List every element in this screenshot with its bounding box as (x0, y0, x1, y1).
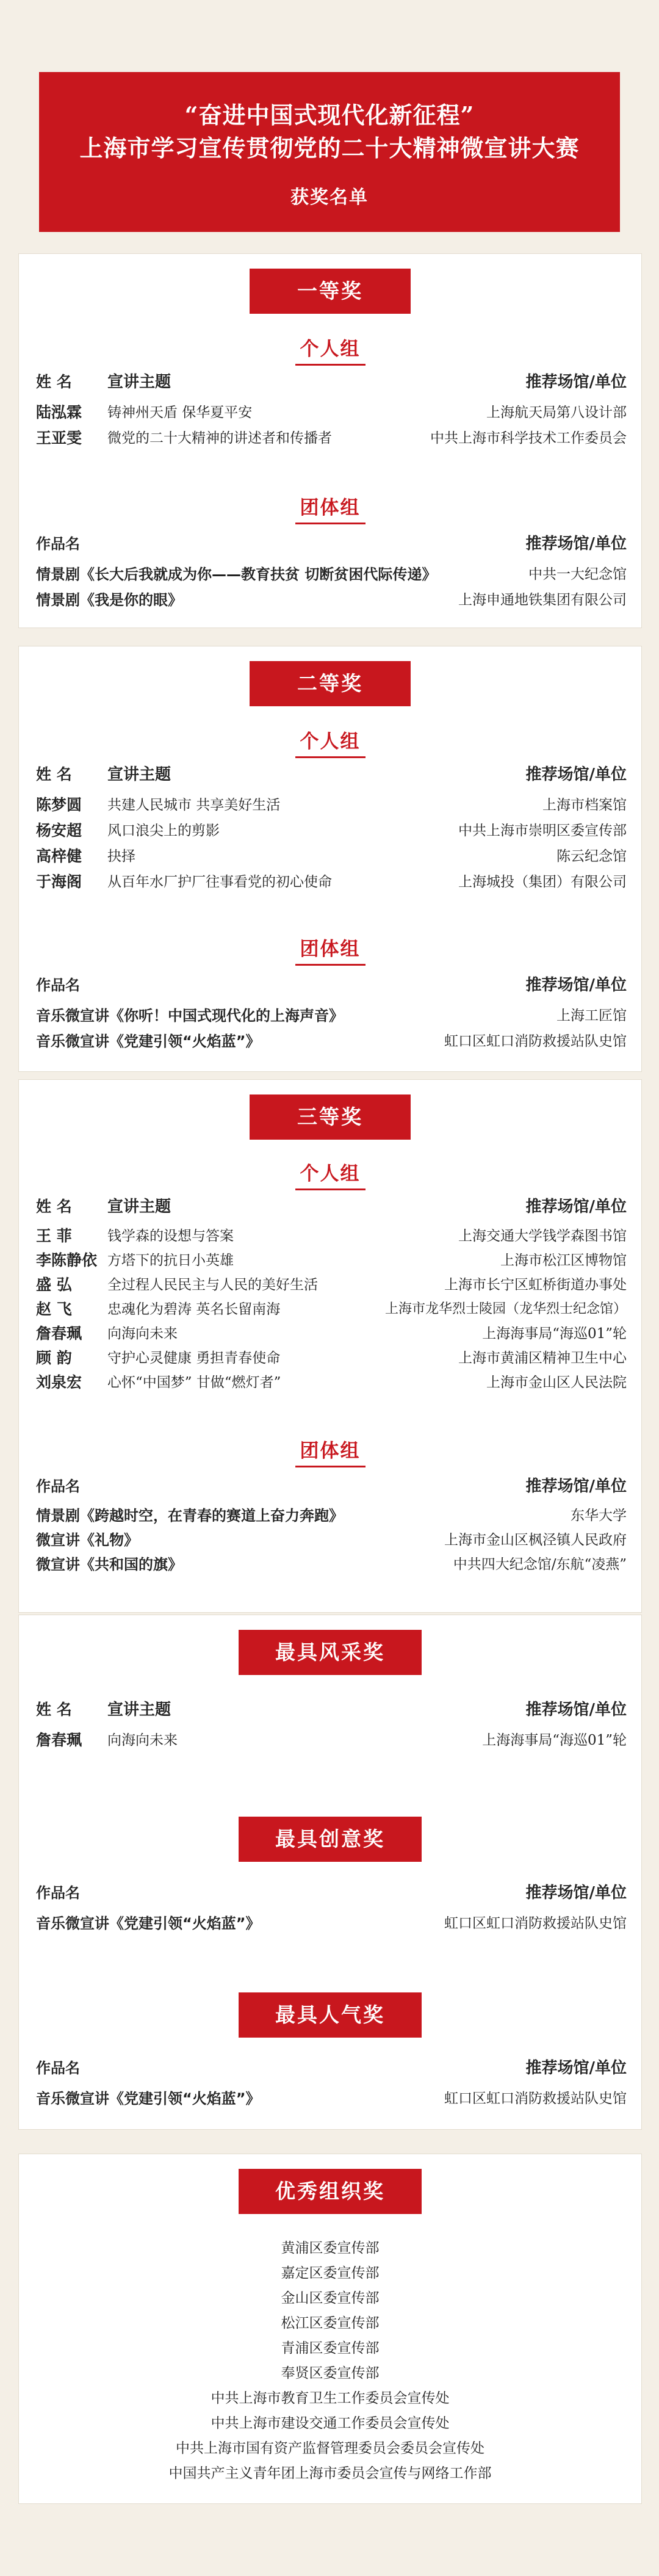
table-header (19, 370, 641, 394)
header-work: 作品名 (36, 1884, 80, 1901)
winner-name: 赵 飞 (36, 1300, 72, 1318)
table-row (19, 1029, 641, 1054)
work-venue: 上海市金山区枫泾镇人民政府 (444, 1532, 627, 1548)
title-banner (39, 72, 620, 232)
table-row (19, 1552, 641, 1577)
work-venue: 中共四大纪念馆/东航“凌燕” (453, 1557, 627, 1572)
group-title-team: 团体组 (19, 492, 641, 519)
table-row (19, 1322, 641, 1346)
org-item: 中共上海市教育卫生工作委员会宣传处 (211, 2390, 450, 2406)
table-row (19, 1273, 641, 1297)
table-row (19, 793, 641, 817)
table-header (19, 973, 641, 997)
header-venue: 推荐场馆/单位 (525, 535, 627, 553)
winner-topic: 守护心灵健康 勇担青春使命 (107, 1350, 281, 1366)
award-title-first: 一等奖 (250, 269, 411, 314)
table-row (19, 844, 641, 869)
winner-topic: 铸神州天盾 保华夏平安 (107, 405, 253, 421)
winner-venue: 上海海事局“海巡01”轮 (482, 1326, 627, 1342)
work-title: 音乐微宣讲《党建引领“火焰蓝”》 (36, 1915, 261, 1932)
table-row (19, 1370, 641, 1395)
header-topic: 宣讲主题 (107, 373, 171, 391)
winner-venue: 上海市金山区人民法院 (486, 1375, 627, 1391)
winner-venue: 上海航天局第八设计部 (486, 405, 627, 421)
banner-slogan: “奋进中国式现代化新征程” (184, 101, 475, 129)
header-work: 作品名 (36, 1478, 80, 1495)
table-row (19, 870, 641, 894)
winner-name: 李陈静依 (36, 1251, 98, 1269)
winner-venue: 上海市龙华烈士陵园（龙华烈士纪念馆） (384, 1301, 627, 1317)
header-venue: 推荐场馆/单位 (525, 1884, 627, 1902)
winner-topic: 钱学森的设想与答案 (107, 1228, 234, 1244)
winner-name: 詹春珮 (36, 1325, 82, 1342)
winner-name: 陆泓霖 (36, 403, 82, 421)
winner-name: 于海阁 (36, 873, 82, 891)
work-title: 音乐微宣讲《你听！中国式现代化的上海声音》 (36, 1007, 344, 1024)
table-header (19, 1698, 641, 1722)
header-venue: 推荐场馆/单位 (525, 976, 627, 994)
third-prize-card (18, 1079, 642, 1613)
work-venue: 东华大学 (571, 1508, 627, 1524)
work-title: 情景剧《跨越时空，在青春的赛道上奋力奔跑》 (36, 1507, 344, 1524)
award-title-most-popular: 最具人气奖 (239, 1992, 422, 2038)
winner-venue: 陈云纪念馆 (556, 848, 627, 864)
group-title-individual: 个人组 (19, 1158, 641, 1185)
winner-topic: 方塔下的抗日小英雄 (107, 1253, 234, 1268)
winner-topic: 向海向未来 (107, 1326, 178, 1342)
header-name: 姓 名 (36, 1701, 72, 1718)
award-title-second: 二等奖 (250, 661, 411, 706)
table-row (19, 1224, 641, 1248)
winner-topic: 风口浪尖上的剪影 (107, 823, 220, 839)
work-venue: 上海工匠馆 (556, 1008, 627, 1024)
winner-venue: 中共上海市崇明区委宣传部 (458, 823, 627, 839)
work-title: 微宣讲《共和国的旗》 (36, 1556, 182, 1573)
award-title-best-creative: 最具创意奖 (239, 1817, 422, 1862)
group-title-individual: 个人组 (19, 333, 641, 361)
winner-name: 顾 韵 (36, 1349, 72, 1367)
work-venue: 虹口区虹口消防救援站队史馆 (444, 1033, 627, 1049)
winner-venue: 上海市长宁区虹桥街道办事处 (444, 1277, 627, 1293)
work-venue: 中共一大纪念馆 (528, 566, 627, 582)
org-item: 嘉定区委宣传部 (281, 2265, 380, 2281)
work-venue: 虹口区虹口消防救援站队史馆 (444, 2091, 627, 2107)
work-title: 情景剧《长大后我就成为你——教育扶贫 切断贫困代际传递》 (36, 566, 437, 583)
org-item: 金山区委宣传部 (281, 2290, 380, 2306)
winner-topic: 从百年水厂护厂往事看党的初心使命 (107, 874, 332, 890)
banner-title: 上海市学习宣传贯彻党的二十大精神微宣讲大赛 (79, 134, 580, 162)
header-work: 作品名 (36, 535, 80, 552)
group-title-individual: 个人组 (19, 726, 641, 753)
org-item: 中共上海市国有资产监督管理委员会委员会宣传处 (176, 2440, 484, 2456)
header-name: 姓 名 (36, 765, 72, 783)
winner-name: 刘泉宏 (36, 1373, 82, 1391)
table-header (19, 762, 641, 787)
header-topic: 宣讲主题 (107, 1701, 171, 1719)
org-item: 青浦区委宣传部 (281, 2340, 380, 2356)
winner-topic: 共建人民城市 共享美好生活 (107, 797, 281, 813)
winner-venue: 中共上海市科学技术工作委员会 (430, 430, 627, 446)
winner-name: 杨安超 (36, 822, 82, 839)
table-row (19, 400, 641, 425)
second-prize-card (18, 646, 642, 1072)
winner-venue: 上海海事局“海巡01”轮 (482, 1732, 627, 1748)
winner-venue: 上海市档案馆 (542, 797, 627, 813)
winner-venue: 上海市松江区博物馆 (500, 1253, 627, 1268)
work-title: 音乐微宣讲《党建引领“火焰蓝”》 (36, 1033, 261, 1050)
org-item: 奉贤区委宣传部 (281, 2365, 380, 2381)
table-header (19, 532, 641, 556)
winner-name: 盛 弘 (36, 1276, 72, 1293)
award-title-best-style: 最具风采奖 (239, 1630, 422, 1675)
table-row (19, 1248, 641, 1273)
winner-topic: 抉择 (107, 848, 135, 864)
award-title-organization: 优秀组织奖 (239, 2169, 422, 2214)
org-item: 黄浦区委宣传部 (281, 2240, 380, 2256)
banner-subtitle: 获奖名单 (290, 187, 369, 208)
table-row (19, 1728, 641, 1753)
header-venue: 推荐场馆/单位 (525, 765, 627, 784)
org-item: 中共上海市建设交通工作委员会宣传处 (211, 2415, 450, 2431)
winner-name: 王 菲 (36, 1227, 72, 1245)
special-awards-card (18, 1615, 642, 2130)
winner-venue: 上海交通大学钱学森图书馆 (458, 1228, 627, 1244)
table-row (19, 1503, 641, 1528)
table-row (19, 2086, 641, 2111)
winner-name: 陈梦圆 (36, 796, 82, 814)
table-row (19, 426, 641, 450)
header-work: 作品名 (36, 977, 80, 994)
header-venue: 推荐场馆/单位 (525, 1701, 627, 1719)
work-venue: 上海申通地铁集团有限公司 (458, 592, 627, 608)
winner-name: 王亚雯 (36, 429, 82, 447)
header-venue: 推荐场馆/单位 (525, 1477, 627, 1496)
winner-topic: 微党的二十大精神的讲述者和传播者 (107, 430, 332, 446)
winner-name: 詹春珮 (36, 1731, 82, 1749)
table-row (19, 819, 641, 843)
table-row (19, 562, 641, 587)
header-work: 作品名 (36, 2060, 80, 2077)
org-item: 中国共产主义青年团上海市委员会宣传与网络工作部 (168, 2466, 492, 2481)
table-row (19, 1297, 641, 1322)
table-row (19, 1528, 641, 1552)
winner-topic: 忠魂化为碧涛 英名长留南海 (107, 1301, 281, 1317)
header-venue: 推荐场馆/单位 (525, 1198, 627, 1216)
work-title: 情景剧《我是你的眼》 (36, 592, 182, 609)
header-name: 姓 名 (36, 373, 72, 391)
winner-name: 高梓健 (36, 847, 82, 865)
table-row (19, 1911, 641, 1936)
org-item: 松江区委宣传部 (281, 2315, 380, 2331)
group-title-team: 团体组 (19, 1435, 641, 1463)
table-row (19, 1004, 641, 1028)
work-title: 微宣讲《礼物》 (36, 1532, 139, 1549)
award-title-third: 三等奖 (250, 1094, 411, 1140)
table-row (19, 588, 641, 612)
winner-venue: 上海城投（集团）有限公司 (458, 874, 627, 890)
organization-award-card (18, 2154, 642, 2504)
winner-topic: 全过程人民民主与人民的美好生活 (107, 1277, 318, 1293)
header-venue: 推荐场馆/单位 (525, 2059, 627, 2077)
winner-venue: 上海市黄浦区精神卫生中心 (458, 1350, 627, 1366)
header-venue: 推荐场馆/单位 (525, 373, 627, 391)
header-name: 姓 名 (36, 1198, 72, 1215)
group-title-team: 团体组 (19, 933, 641, 961)
first-prize-card (18, 253, 642, 628)
work-title: 音乐微宣讲《党建引领“火焰蓝”》 (36, 2090, 261, 2107)
table-header (19, 1474, 641, 1499)
table-row (19, 1346, 641, 1370)
winner-topic: 向海向未来 (107, 1732, 178, 1748)
winner-topic: 心怀“中国梦” 甘做“燃灯者” (107, 1375, 281, 1391)
header-topic: 宣讲主题 (107, 765, 171, 784)
header-topic: 宣讲主题 (107, 1198, 171, 1216)
table-header (19, 1195, 641, 1219)
work-venue: 虹口区虹口消防救援站队史馆 (444, 1916, 627, 1931)
table-header (19, 2056, 641, 2080)
table-header (19, 1881, 641, 1905)
